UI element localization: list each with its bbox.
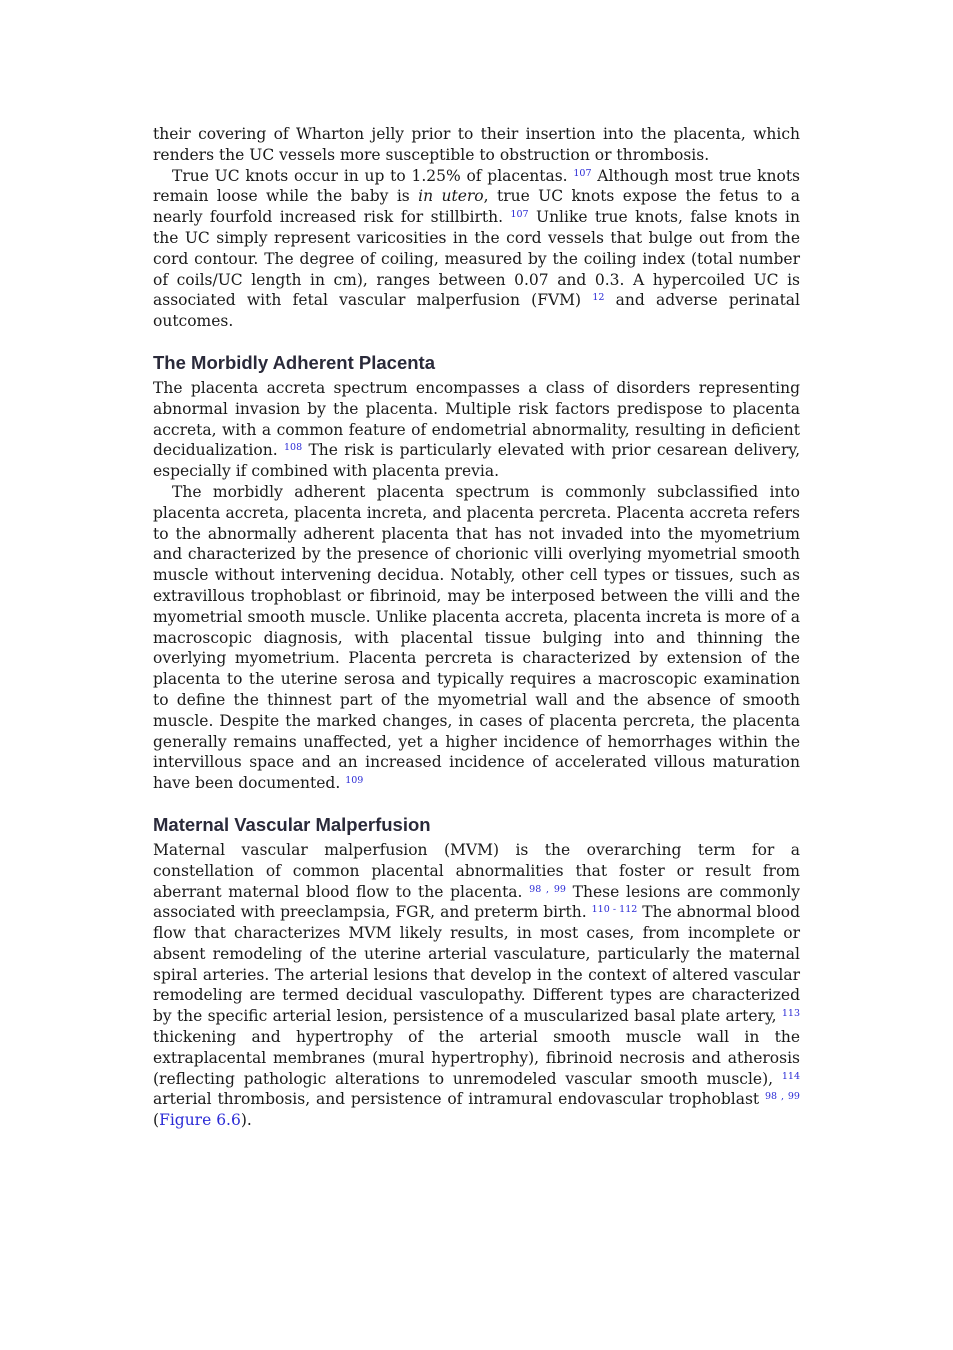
paragraph-text: their covering of Wharton jelly prior to their insertion into the placenta, which renders the UC vessels more susceptible to obstruction or thrombosis. xyxy=(153,125,800,164)
figure-link[interactable]: Figure 6.6 xyxy=(159,1111,241,1130)
paragraph-accreta-spectrum xyxy=(153,378,800,482)
paragraph-mvm xyxy=(153,840,800,1131)
citation-link-109[interactable]: 109 xyxy=(345,775,364,787)
section-heading-morbidly-adherent: The Morbidly Adherent Placenta xyxy=(153,351,435,373)
paragraph-text: The placenta accreta spectrum encompasses a class of disorders representing abnormal invasion by the placenta. Multiple risk factors predispose to placenta accreta, with a common feature of endometrial abnormality, resulting in deficient decidualization. xyxy=(153,378,800,460)
citation-link-110-112[interactable]: 110 - 112 xyxy=(591,904,638,916)
paragraph-text: thickening and hypertrophy of the arterial smooth muscle wall in the extraplacental membranes (mural hypertrophy), fibrinoid necrosis and atherosis (reflecting pathologic alterations to unremodeled vascular smooth muscle), xyxy=(153,1028,800,1088)
citation-link-98-99[interactable]: 98 , 99 xyxy=(529,883,566,895)
section-heading-mvm: Maternal Vascular Malperfusion xyxy=(153,813,431,835)
paragraph-text: Maternal vascular malperfusion (MVM) is the overarching term for a constellation of common placental abnormalities that foster or result from aberrant maternal blood flow to the placenta. xyxy=(153,840,800,901)
citation-link-107[interactable]: 107 xyxy=(573,167,592,179)
citation-link-113[interactable]: 113 xyxy=(781,1008,800,1020)
paragraph-subclassification xyxy=(153,482,800,794)
paragraph-text: and adverse perinatal outcomes. xyxy=(153,291,800,331)
paragraph-true-knots xyxy=(153,166,800,332)
paragraph-text: The risk is particularly elevated with prior cesarean delivery, especially if combined with placenta previa. xyxy=(153,441,801,481)
italic-term: in utero xyxy=(418,187,484,206)
paragraph-text: ). xyxy=(240,1111,252,1130)
document-page xyxy=(153,124,800,1131)
paragraph-text: These lesions are commonly associated with preeclampsia, FGR, and preterm birth. xyxy=(153,882,800,922)
citation-link-98-99[interactable]: 98 , 99 xyxy=(764,1091,800,1103)
citation-link-114[interactable]: 114 xyxy=(781,1070,800,1082)
paragraph-text: arterial thrombosis, and persistence of intramural endovascular trophoblast xyxy=(153,1090,765,1109)
paragraph-wharton-jelly xyxy=(153,124,800,166)
paragraph-text: Although most true knots remain loose while the baby is xyxy=(153,166,801,206)
paragraph-text: True UC knots occur in up to 1.25% of placentas. xyxy=(172,166,574,185)
paragraph-text: ( xyxy=(153,1111,160,1130)
paragraph-text: The abnormal blood flow that characterizes MVM likely results, in most cases, from incomplete or absent remodeling of the uterine arterial vasculature, particularly the maternal spiral arteries. The arterial lesions that develop in the context of altered vascular remodeling are termed decidual vasculopathy. Different types are characterized by the specific arterial lesion, persistence of a muscularized basal plate artery, xyxy=(153,903,801,1026)
citation-link-107[interactable]: 107 xyxy=(510,209,529,221)
paragraph-text: , true UC knots expose the fetus to a nearly fourfold increased risk for stillbirth. xyxy=(153,187,800,227)
citation-link-12[interactable]: 12 xyxy=(592,292,605,304)
citation-link-108[interactable]: 108 xyxy=(283,442,303,454)
paragraph-text: Unlike true knots, false knots in the UC simply represent varicosities in the cord vessels that bulge out from the cord contour. The degree of coiling, measured by the coiling index (total number of coils/UC length in cm), ranges between 0.07 and 0.3. A hypercoiled UC is associated with fetal vascular malperfusion (FVM) xyxy=(153,208,800,310)
paragraph-text: The morbidly adherent placenta spectrum is commonly subclassified into placenta accreta, placenta increta, and placenta percreta. Placenta accreta refers to the abnormally adherent placenta that has not invaded into the myometrium and characterized by the presence of chorionic villi overlying myometrial smooth muscle without intervening decidua. Notably, other cell types or tissues, such as extravillous trophoblast or fibrinoid, may be interposed between the villi and the myometrial smooth muscle. Unlike placenta accreta, placenta increta is more of a macroscopic diagnosis, with placental tissue bulging into and thinning the overlying myometrium. Placenta percreta is characterized by extension of the placenta to the uterine serosa and typically requires a macroscopic examination to define the thinnest part of the myometrial wall and the absence of smooth muscle. Despite the marked changes, in cases of placenta percreta, the placenta generally remains unaffected, yet a higher incidence of hemorrhages within the intervillous space and an increased incidence of accelerated villous maturation have been documented. xyxy=(153,482,800,793)
